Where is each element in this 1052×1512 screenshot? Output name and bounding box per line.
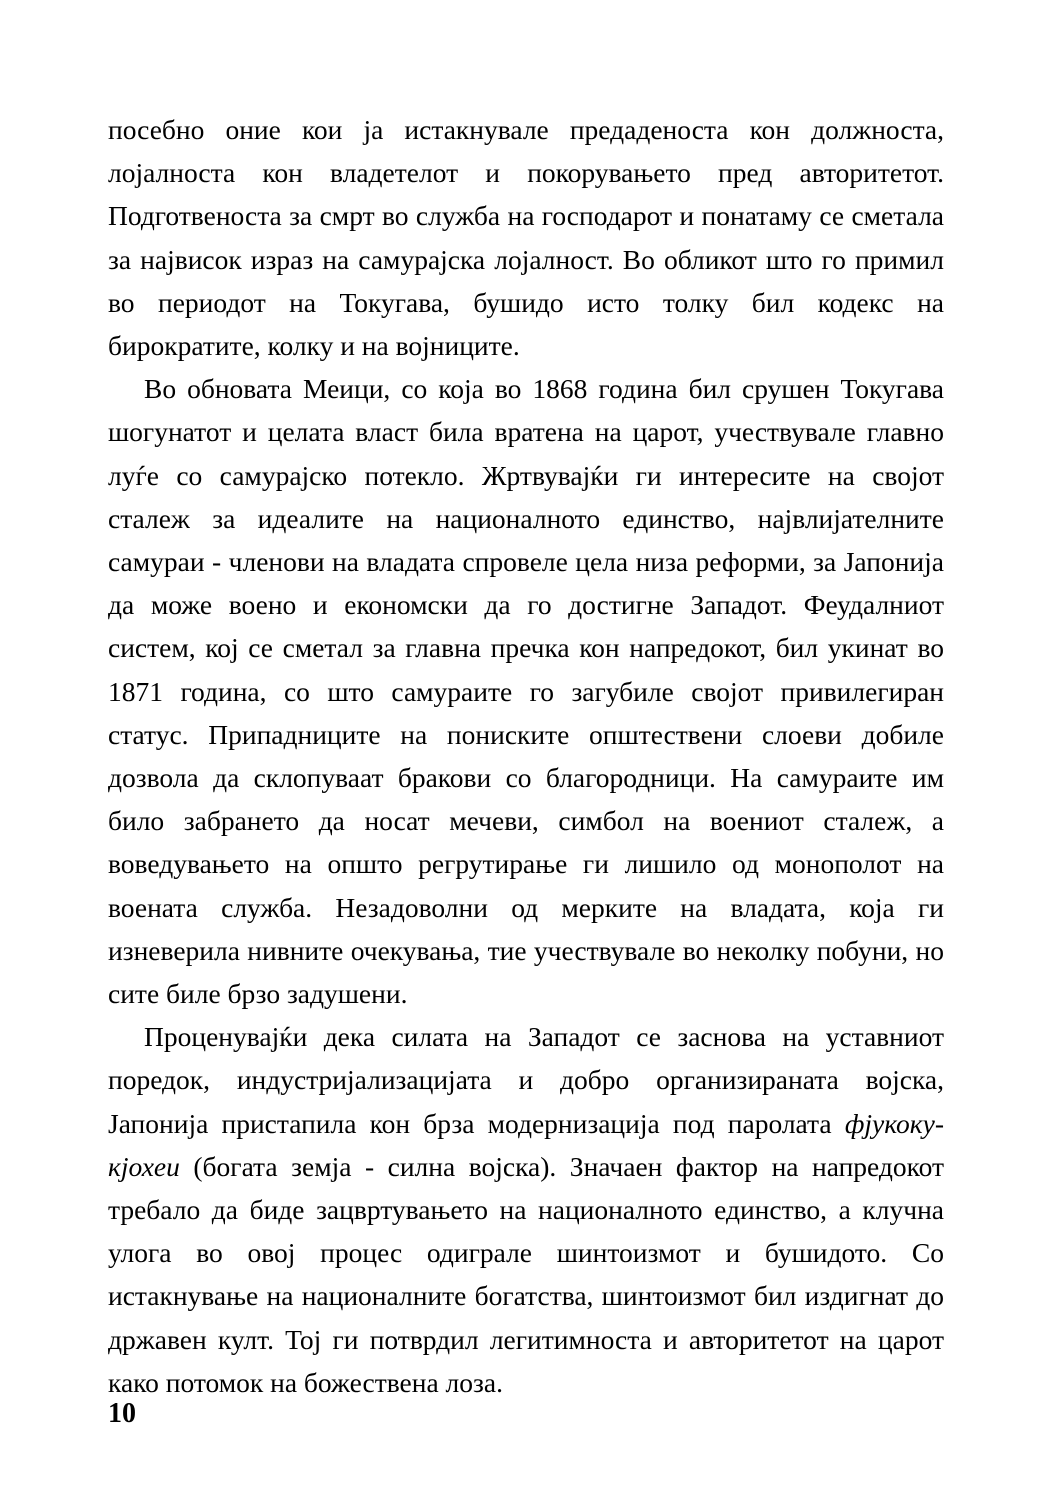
paragraph-2: Во обновата Меици, со која во 1868 година бил срушен Токугава шогунатот и целата власт била вратена на царот, учествувале главно луѓе со самурајско потекло. Жртвувајќи ги интересите на својот сталеж за идеалите на националното единство, највлијателните самураи - членови на владата спровеле цела низа реформи, за Јапонија да може воено и економски да го достигне Западот. Феудалниот систем, кој се сметал за главна пречка кон напредокот, бил укинат во 1871 година, со што самураите го загубиле својот привилегиран статус. Припадниците на пониските општествени слоеви добиле дозвола да склопуваат бракови со благородници. На самураите им било забрането да носат мечеви, симбол на воениот сталеж, а воведувањето на општо регрутирање ги лишило од монополот на воената служба. Незадоволни од мерките на владата, која ги изневерила нивните очекувања, тие учествувале во неколку побуни, но сите биле брзо задушени.	[108, 373, 944, 1010]
page-number: 10	[108, 1398, 136, 1429]
paragraph-3-italic-term: фјукоку-кјохеи	[108, 1107, 944, 1182]
paragraph-3	[108, 1015, 944, 1404]
paragraph-3-text-after: (богата земја - силна војска). Значаен фактор на напредокот требало да биде зацвртувањето на националното единство, а клучна улога во овој процес одиграле шинтоизмот и бушидото. Со истакнување на националните богатства, шинтоизмот бил издигнат до државен култ. Тој ги потврдил легитимноста и авторитетот на царот како потомок на божествена лоза.	[108, 1150, 944, 1398]
paragraph-1: посебно оние кои ја истакнувале предаденоста кон должноста, лојалноста кон владетелот и покорувањето пред авторитетот. Подготвеноста за смрт во служба на господарот и понатаму се сметала за највисок израз на самурајска лојалност. Во обликот што го примил во периодот на Токугава, бушидо исто толку бил кодекс на бирократите, колку и на војниците.	[108, 114, 944, 362]
page-content	[108, 108, 944, 1404]
paragraph-3-text-before: Проценувајќи дека силата на Западот се заснова на уставниот поредок, индустријализацијата и добро организираната војска, Јапонија пристапила кон брза модернизација под паролата	[108, 1021, 944, 1139]
